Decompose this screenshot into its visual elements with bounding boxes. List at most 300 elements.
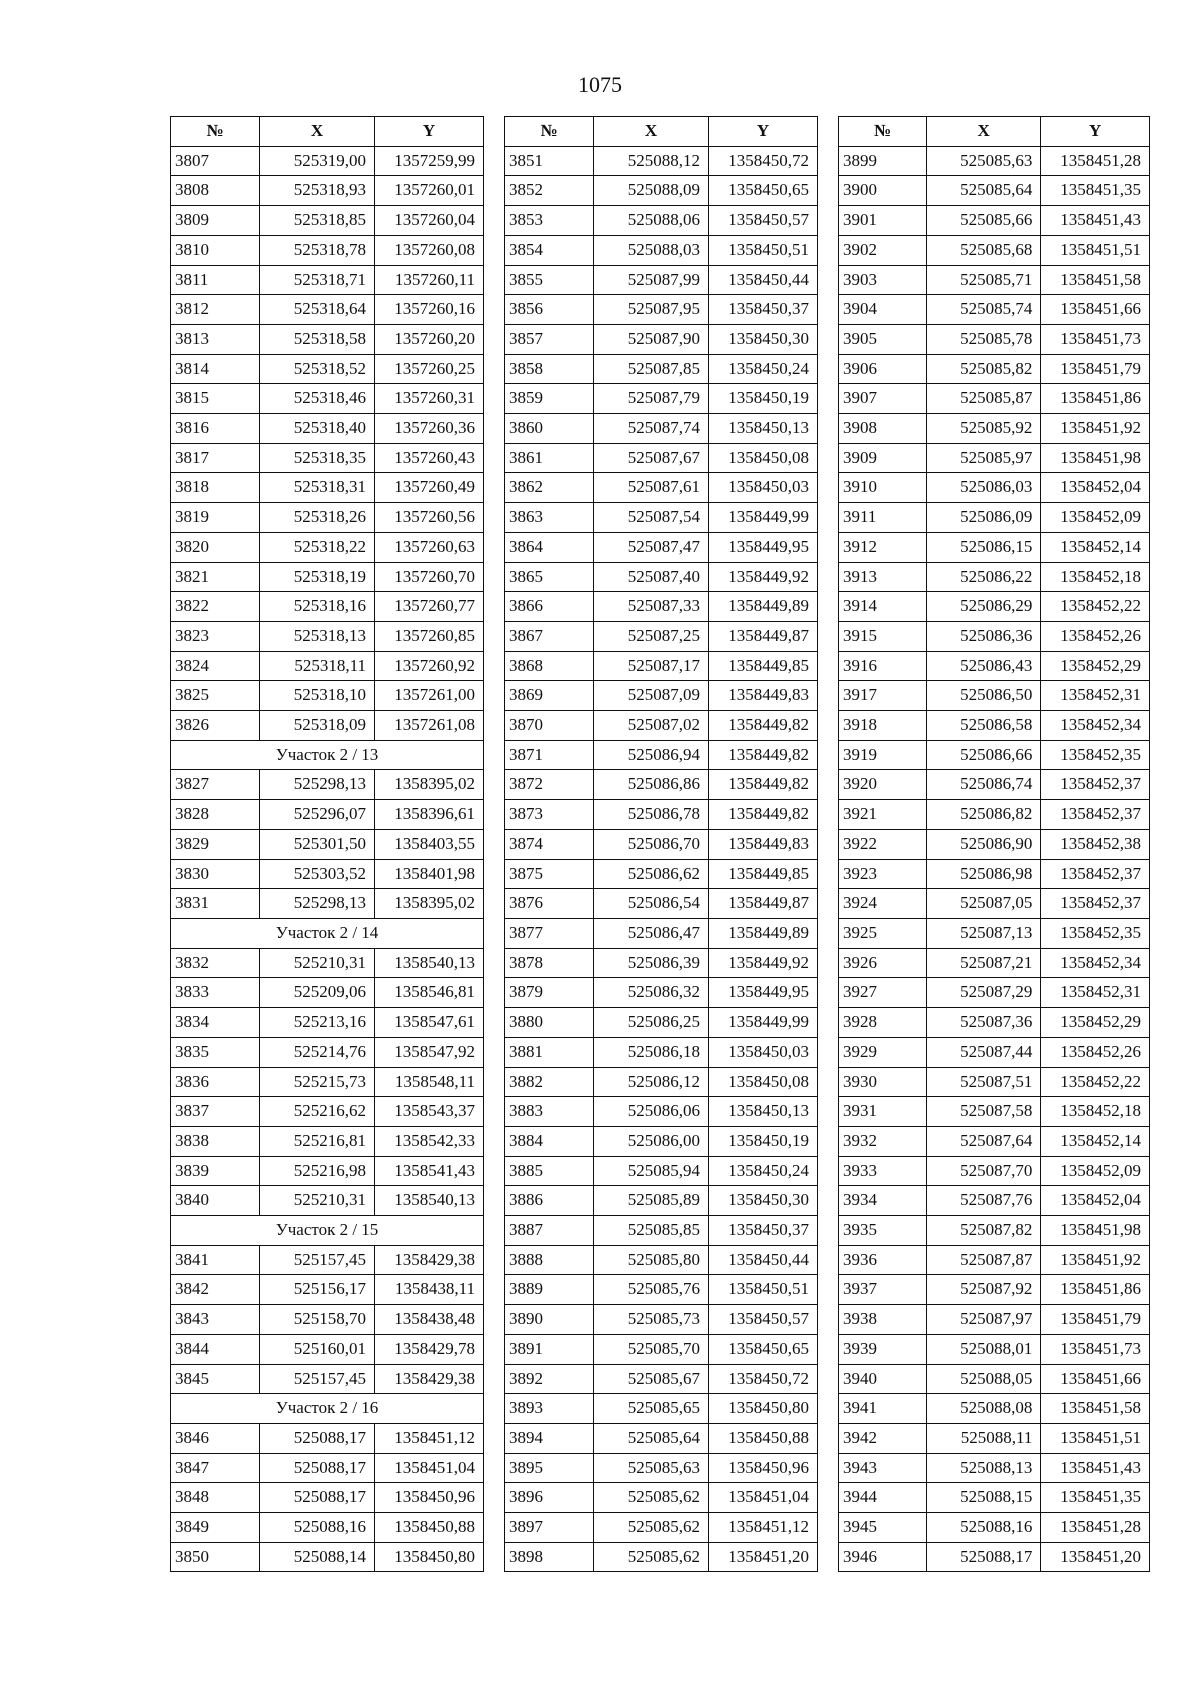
table-row: [839, 1186, 1150, 1216]
x-coordinate-cell: 525087,40: [594, 562, 709, 592]
point-number-cell: 3812: [171, 295, 260, 325]
point-number-cell: 3816: [171, 414, 260, 444]
point-number-cell: 3927: [839, 978, 927, 1008]
point-number-cell: 3867: [505, 621, 594, 651]
table-row: [839, 503, 1150, 533]
y-coordinate-cell: 1358450,13: [709, 1097, 818, 1127]
point-number-cell: 3819: [171, 503, 260, 533]
table-row: [505, 1542, 818, 1572]
table-row: [171, 1275, 484, 1305]
table-row: [505, 740, 818, 770]
point-number-cell: 3934: [839, 1186, 927, 1216]
x-coordinate-cell: 525318,13: [260, 621, 375, 651]
point-number-cell: 3829: [171, 829, 260, 859]
x-coordinate-cell: 525085,97: [927, 443, 1041, 473]
point-number-cell: 3820: [171, 532, 260, 562]
x-coordinate-cell: 525085,89: [594, 1186, 709, 1216]
x-coordinate-cell: 525085,62: [594, 1483, 709, 1513]
y-coordinate-cell: 1358452,37: [1041, 770, 1150, 800]
point-number-cell: 3914: [839, 592, 927, 622]
table-row: [839, 324, 1150, 354]
table-row: [505, 889, 818, 919]
point-number-cell: 3850: [171, 1542, 260, 1572]
x-coordinate-cell: 525318,31: [260, 473, 375, 503]
x-coordinate-cell: 525086,86: [594, 770, 709, 800]
point-number-cell: 3909: [839, 443, 927, 473]
y-coordinate-cell: 1358450,72: [709, 146, 818, 176]
header-number: №: [171, 117, 260, 147]
y-coordinate-cell: 1358451,35: [1041, 1483, 1150, 1513]
section-row: [171, 740, 484, 770]
x-coordinate-cell: 525087,92: [927, 1275, 1041, 1305]
point-number-cell: 3925: [839, 918, 927, 948]
x-coordinate-cell: 525086,70: [594, 829, 709, 859]
y-coordinate-cell: 1358438,11: [375, 1275, 484, 1305]
x-coordinate-cell: 525087,44: [927, 1037, 1041, 1067]
y-coordinate-cell: 1358452,31: [1041, 681, 1150, 711]
y-coordinate-cell: 1358451,86: [1041, 1275, 1150, 1305]
y-coordinate-cell: 1358450,96: [375, 1483, 484, 1513]
x-coordinate-cell: 525318,40: [260, 414, 375, 444]
table-row: [505, 1037, 818, 1067]
y-coordinate-cell: 1358451,12: [375, 1423, 484, 1453]
table-row: [505, 1008, 818, 1038]
y-coordinate-cell: 1358451,98: [1041, 443, 1150, 473]
y-coordinate-cell: 1358452,37: [1041, 859, 1150, 889]
table-row: [505, 621, 818, 651]
x-coordinate-cell: 525085,87: [927, 384, 1041, 414]
coordinate-tables: [170, 116, 1150, 1576]
point-number-cell: 3916: [839, 651, 927, 681]
x-coordinate-cell: 525086,12: [594, 1067, 709, 1097]
y-coordinate-cell: 1358449,83: [709, 681, 818, 711]
table-row: [839, 978, 1150, 1008]
x-coordinate-cell: 525088,17: [927, 1542, 1041, 1572]
table-row: [505, 324, 818, 354]
x-coordinate-cell: 525085,64: [927, 176, 1041, 206]
table-row: [171, 1008, 484, 1038]
point-number-cell: 3839: [171, 1156, 260, 1186]
point-number-cell: 3845: [171, 1364, 260, 1394]
table-row: [839, 206, 1150, 236]
y-coordinate-cell: 1358451,98: [1041, 1216, 1150, 1246]
x-coordinate-cell: 525086,90: [927, 829, 1041, 859]
x-coordinate-cell: 525087,79: [594, 384, 709, 414]
y-coordinate-cell: 1357261,08: [375, 711, 484, 741]
table-row: [839, 354, 1150, 384]
y-coordinate-cell: 1358452,26: [1041, 621, 1150, 651]
point-number-cell: 3884: [505, 1126, 594, 1156]
y-coordinate-cell: 1357260,85: [375, 621, 484, 651]
point-number-cell: 3843: [171, 1305, 260, 1335]
point-number-cell: 3880: [505, 1008, 594, 1038]
table-row: [171, 1156, 484, 1186]
section-row: [171, 1216, 484, 1246]
x-coordinate-cell: 525086,15: [927, 532, 1041, 562]
point-number-cell: 3935: [839, 1216, 927, 1246]
table-row: [839, 1513, 1150, 1543]
point-number-cell: 3830: [171, 859, 260, 889]
x-coordinate-cell: 525086,18: [594, 1037, 709, 1067]
point-number-cell: 3808: [171, 176, 260, 206]
x-coordinate-cell: 525088,08: [927, 1394, 1041, 1424]
table-row: [171, 295, 484, 325]
table-row: [839, 1394, 1150, 1424]
y-coordinate-cell: 1358450,88: [709, 1423, 818, 1453]
table-row: [505, 918, 818, 948]
point-number-cell: 3910: [839, 473, 927, 503]
table-row: [171, 1037, 484, 1067]
point-number-cell: 3863: [505, 503, 594, 533]
y-coordinate-cell: 1358450,13: [709, 414, 818, 444]
y-coordinate-cell: 1358452,34: [1041, 948, 1150, 978]
table-row: [505, 1334, 818, 1364]
table-row: [505, 443, 818, 473]
x-coordinate-cell: 525088,12: [594, 146, 709, 176]
point-number-cell: 3939: [839, 1334, 927, 1364]
x-coordinate-cell: 525087,95: [594, 295, 709, 325]
x-coordinate-cell: 525158,70: [260, 1305, 375, 1335]
y-coordinate-cell: 1358450,44: [709, 265, 818, 295]
table-row: [171, 1097, 484, 1127]
table-row: [839, 1126, 1150, 1156]
x-coordinate-cell: 525086,39: [594, 948, 709, 978]
point-number-cell: 3856: [505, 295, 594, 325]
x-coordinate-cell: 525086,74: [927, 770, 1041, 800]
table-row: [839, 740, 1150, 770]
table-row: [505, 1245, 818, 1275]
y-coordinate-cell: 1358451,58: [1041, 1394, 1150, 1424]
point-number-cell: 3827: [171, 770, 260, 800]
table-row: [505, 235, 818, 265]
x-coordinate-cell: 525085,92: [927, 414, 1041, 444]
x-coordinate-cell: 525086,09: [927, 503, 1041, 533]
point-number-cell: 3831: [171, 889, 260, 919]
point-number-cell: 3890: [505, 1305, 594, 1335]
table-row: [839, 235, 1150, 265]
x-coordinate-cell: 525088,17: [260, 1453, 375, 1483]
y-coordinate-cell: 1358450,24: [709, 354, 818, 384]
x-coordinate-cell: 525087,76: [927, 1186, 1041, 1216]
table-row: [839, 384, 1150, 414]
point-number-cell: 3857: [505, 324, 594, 354]
point-number-cell: 3924: [839, 889, 927, 919]
point-number-cell: 3932: [839, 1126, 927, 1156]
y-coordinate-cell: 1357260,01: [375, 176, 484, 206]
y-coordinate-cell: 1358451,28: [1041, 1513, 1150, 1543]
x-coordinate-cell: 525087,25: [594, 621, 709, 651]
point-number-cell: 3933: [839, 1156, 927, 1186]
y-coordinate-cell: 1358452,09: [1041, 503, 1150, 533]
point-number-cell: 3870: [505, 711, 594, 741]
x-coordinate-cell: 525086,32: [594, 978, 709, 1008]
y-coordinate-cell: 1358450,57: [709, 1305, 818, 1335]
point-number-cell: 3944: [839, 1483, 927, 1513]
x-coordinate-cell: 525318,71: [260, 265, 375, 295]
y-coordinate-cell: 1358452,35: [1041, 740, 1150, 770]
table-row: [505, 1156, 818, 1186]
x-coordinate-cell: 525087,02: [594, 711, 709, 741]
point-number-cell: 3940: [839, 1364, 927, 1394]
table-row: [171, 562, 484, 592]
y-coordinate-cell: 1358452,18: [1041, 562, 1150, 592]
x-coordinate-cell: 525298,13: [260, 889, 375, 919]
table-row: [839, 1067, 1150, 1097]
point-number-cell: 3858: [505, 354, 594, 384]
table-row: [171, 681, 484, 711]
x-coordinate-cell: 525088,16: [927, 1513, 1041, 1543]
y-coordinate-cell: 1358451,04: [375, 1453, 484, 1483]
y-coordinate-cell: 1358450,44: [709, 1245, 818, 1275]
table-row: [505, 146, 818, 176]
y-coordinate-cell: 1357260,16: [375, 295, 484, 325]
table-row: [505, 503, 818, 533]
table-row: [839, 414, 1150, 444]
table-row: [171, 176, 484, 206]
point-number-cell: 3923: [839, 859, 927, 889]
point-number-cell: 3818: [171, 473, 260, 503]
y-coordinate-cell: 1358449,92: [709, 948, 818, 978]
point-number-cell: 3938: [839, 1305, 927, 1335]
table-row: [505, 1423, 818, 1453]
table-row: [171, 384, 484, 414]
table-header-row: [839, 117, 1150, 147]
x-coordinate-cell: 525087,51: [927, 1067, 1041, 1097]
table-row: [839, 473, 1150, 503]
point-number-cell: 3928: [839, 1008, 927, 1038]
table-header-row: [505, 117, 818, 147]
point-number-cell: 3920: [839, 770, 927, 800]
y-coordinate-cell: 1358396,61: [375, 800, 484, 830]
y-coordinate-cell: 1358451,73: [1041, 324, 1150, 354]
x-coordinate-cell: 525088,03: [594, 235, 709, 265]
table-row: [839, 918, 1150, 948]
table-row: [171, 1513, 484, 1543]
table-row: [171, 770, 484, 800]
x-coordinate-cell: 525085,66: [927, 206, 1041, 236]
y-coordinate-cell: 1358547,61: [375, 1008, 484, 1038]
x-coordinate-cell: 525085,82: [927, 354, 1041, 384]
y-coordinate-cell: 1358449,95: [709, 532, 818, 562]
table-row: [839, 1542, 1150, 1572]
x-coordinate-cell: 525086,98: [927, 859, 1041, 889]
y-coordinate-cell: 1358449,87: [709, 621, 818, 651]
x-coordinate-cell: 525087,61: [594, 473, 709, 503]
x-coordinate-cell: 525088,16: [260, 1513, 375, 1543]
table-row: [505, 1394, 818, 1424]
point-number-cell: 3855: [505, 265, 594, 295]
x-coordinate-cell: 525087,97: [927, 1305, 1041, 1335]
y-coordinate-cell: 1358450,03: [709, 1037, 818, 1067]
table-row: [505, 1186, 818, 1216]
coordinate-table-2: [504, 116, 818, 1572]
point-number-cell: 3875: [505, 859, 594, 889]
point-number-cell: 3833: [171, 978, 260, 1008]
y-coordinate-cell: 1358449,92: [709, 562, 818, 592]
point-number-cell: 3859: [505, 384, 594, 414]
header-y: Y: [375, 117, 484, 147]
x-coordinate-cell: 525318,58: [260, 324, 375, 354]
point-number-cell: 3926: [839, 948, 927, 978]
y-coordinate-cell: 1358451,20: [1041, 1542, 1150, 1572]
y-coordinate-cell: 1358451,79: [1041, 1305, 1150, 1335]
y-coordinate-cell: 1358451,35: [1041, 176, 1150, 206]
header-y: Y: [1041, 117, 1150, 147]
table-row: [839, 1216, 1150, 1246]
point-number-cell: 3901: [839, 206, 927, 236]
y-coordinate-cell: 1358452,37: [1041, 889, 1150, 919]
table-row: [171, 859, 484, 889]
point-number-cell: 3885: [505, 1156, 594, 1186]
x-coordinate-cell: 525209,06: [260, 978, 375, 1008]
x-coordinate-cell: 525086,03: [927, 473, 1041, 503]
y-coordinate-cell: 1357260,11: [375, 265, 484, 295]
point-number-cell: 3811: [171, 265, 260, 295]
x-coordinate-cell: 525086,06: [594, 1097, 709, 1127]
y-coordinate-cell: 1357260,25: [375, 354, 484, 384]
table-row: [505, 681, 818, 711]
point-number-cell: 3851: [505, 146, 594, 176]
point-number-cell: 3861: [505, 443, 594, 473]
x-coordinate-cell: 525216,81: [260, 1126, 375, 1156]
point-number-cell: 3841: [171, 1245, 260, 1275]
point-number-cell: 3871: [505, 740, 594, 770]
point-number-cell: 3844: [171, 1334, 260, 1364]
y-coordinate-cell: 1358450,37: [709, 295, 818, 325]
x-coordinate-cell: 525086,50: [927, 681, 1041, 711]
y-coordinate-cell: 1358452,18: [1041, 1097, 1150, 1127]
y-coordinate-cell: 1357260,77: [375, 592, 484, 622]
y-coordinate-cell: 1357260,70: [375, 562, 484, 592]
table-row: [171, 324, 484, 354]
point-number-cell: 3886: [505, 1186, 594, 1216]
point-number-cell: 3842: [171, 1275, 260, 1305]
point-number-cell: 3834: [171, 1008, 260, 1038]
point-number-cell: 3881: [505, 1037, 594, 1067]
x-coordinate-cell: 525318,78: [260, 235, 375, 265]
x-coordinate-cell: 525088,15: [927, 1483, 1041, 1513]
y-coordinate-cell: 1358451,51: [1041, 1423, 1150, 1453]
table-row: [171, 443, 484, 473]
x-coordinate-cell: 525318,10: [260, 681, 375, 711]
section-row: [171, 1394, 484, 1424]
table-row: [839, 1037, 1150, 1067]
point-number-cell: 3915: [839, 621, 927, 651]
y-coordinate-cell: 1358452,26: [1041, 1037, 1150, 1067]
y-coordinate-cell: 1357260,31: [375, 384, 484, 414]
table-row: [505, 295, 818, 325]
x-coordinate-cell: 525086,66: [927, 740, 1041, 770]
x-coordinate-cell: 525088,14: [260, 1542, 375, 1572]
x-coordinate-cell: 525085,62: [594, 1513, 709, 1543]
point-number-cell: 3943: [839, 1453, 927, 1483]
x-coordinate-cell: 525085,62: [594, 1542, 709, 1572]
y-coordinate-cell: 1358450,88: [375, 1513, 484, 1543]
x-coordinate-cell: 525318,19: [260, 562, 375, 592]
y-coordinate-cell: 1358451,66: [1041, 1364, 1150, 1394]
point-number-cell: 3921: [839, 800, 927, 830]
y-coordinate-cell: 1358451,43: [1041, 1453, 1150, 1483]
table-row: [839, 800, 1150, 830]
table-row: [839, 1275, 1150, 1305]
x-coordinate-cell: 525318,11: [260, 651, 375, 681]
y-coordinate-cell: 1358452,09: [1041, 1156, 1150, 1186]
table-row: [171, 1186, 484, 1216]
x-coordinate-cell: 525318,16: [260, 592, 375, 622]
section-title: Участок 2 / 16: [171, 1394, 484, 1424]
page-number: 1075: [578, 72, 622, 97]
y-coordinate-cell: 1358452,37: [1041, 800, 1150, 830]
y-coordinate-cell: 1358451,86: [1041, 384, 1150, 414]
point-number-cell: 3838: [171, 1126, 260, 1156]
point-number-cell: 3817: [171, 443, 260, 473]
point-number-cell: 3837: [171, 1097, 260, 1127]
table-row: [171, 800, 484, 830]
table-row: [171, 948, 484, 978]
x-coordinate-cell: 525087,85: [594, 354, 709, 384]
x-coordinate-cell: 525087,90: [594, 324, 709, 354]
y-coordinate-cell: 1358547,92: [375, 1037, 484, 1067]
header-y: Y: [709, 117, 818, 147]
x-coordinate-cell: 525087,17: [594, 651, 709, 681]
table-row: [839, 711, 1150, 741]
table-row: [505, 1126, 818, 1156]
y-coordinate-cell: 1358452,31: [1041, 978, 1150, 1008]
table-row: [505, 562, 818, 592]
header-number: №: [505, 117, 594, 147]
x-coordinate-cell: 525085,65: [594, 1394, 709, 1424]
y-coordinate-cell: 1358429,38: [375, 1364, 484, 1394]
x-coordinate-cell: 525086,54: [594, 889, 709, 919]
x-coordinate-cell: 525088,01: [927, 1334, 1041, 1364]
y-coordinate-cell: 1358450,80: [375, 1542, 484, 1572]
point-number-cell: 3931: [839, 1097, 927, 1127]
y-coordinate-cell: 1358451,20: [709, 1542, 818, 1572]
point-number-cell: 3878: [505, 948, 594, 978]
point-number-cell: 3896: [505, 1483, 594, 1513]
point-number-cell: 3847: [171, 1453, 260, 1483]
point-number-cell: 3877: [505, 918, 594, 948]
table-row: [839, 889, 1150, 919]
x-coordinate-cell: 525087,58: [927, 1097, 1041, 1127]
point-number-cell: 3822: [171, 592, 260, 622]
x-coordinate-cell: 525086,36: [927, 621, 1041, 651]
table-row: [171, 978, 484, 1008]
point-number-cell: 3832: [171, 948, 260, 978]
section-title: Участок 2 / 15: [171, 1216, 484, 1246]
point-number-cell: 3919: [839, 740, 927, 770]
y-coordinate-cell: 1358449,85: [709, 859, 818, 889]
table-row: [505, 1364, 818, 1394]
x-coordinate-cell: 525318,09: [260, 711, 375, 741]
point-number-cell: 3889: [505, 1275, 594, 1305]
y-coordinate-cell: 1358449,99: [709, 1008, 818, 1038]
point-number-cell: 3906: [839, 354, 927, 384]
point-number-cell: 3879: [505, 978, 594, 1008]
table-row: [171, 414, 484, 444]
point-number-cell: 3905: [839, 324, 927, 354]
x-coordinate-cell: 525318,52: [260, 354, 375, 384]
table-row: [171, 1305, 484, 1335]
y-coordinate-cell: 1358449,82: [709, 711, 818, 741]
x-coordinate-cell: 525296,07: [260, 800, 375, 830]
y-coordinate-cell: 1358452,14: [1041, 532, 1150, 562]
x-coordinate-cell: 525216,98: [260, 1156, 375, 1186]
point-number-cell: 3810: [171, 235, 260, 265]
point-number-cell: 3853: [505, 206, 594, 236]
y-coordinate-cell: 1358451,28: [1041, 146, 1150, 176]
y-coordinate-cell: 1358452,29: [1041, 651, 1150, 681]
